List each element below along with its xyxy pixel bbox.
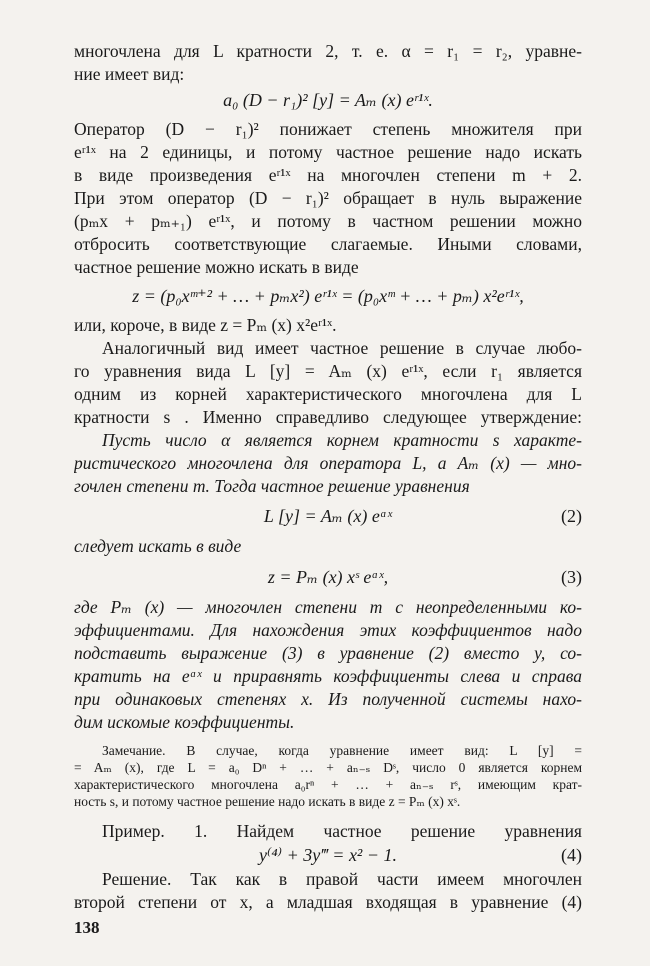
theorem-line: Пусть число α является корнем кратности s характе- bbox=[102, 430, 582, 450]
equation-3: z = Pₘ (x) xˢ eᵅˣ, bbox=[267, 567, 389, 587]
remark-line: Замечание. В случае, когда уравнение имеет вид: L [y] = bbox=[102, 743, 582, 758]
remark-line: = Aₘ (x), где L = a₀ Dⁿ + … + aₙ₋ₛ Dˢ, число 0 является корнем bbox=[74, 760, 582, 775]
theorem-line: подставить выражение (3) в уравнение (2) вместо y, со- bbox=[74, 643, 582, 663]
text-line: (pₘx + pₘ₊₁) eʳ¹ˣ, и потому в частном решении можно bbox=[74, 211, 582, 231]
theorem-line: гочлен степени m. Тогда частное решение уравнения bbox=[74, 476, 470, 496]
text-line: кратности s . Именно справедливо следующее утверждение: bbox=[74, 407, 582, 427]
solution-line: Решение. Так как в правой части имеем многочлен bbox=[102, 869, 582, 889]
equation: a₀ (D − r₁)² [y] = Aₘ (x) eʳ¹ˣ. bbox=[223, 90, 433, 110]
text-line: отбросить соответствующие слагаемые. Иными словами, bbox=[74, 234, 582, 254]
theorem-line: кратить на eᵅˣ и приравнять коэффициенты слева и справа bbox=[74, 666, 582, 686]
equation: z = (p₀xᵐ⁺² + … + pₘx²) eʳ¹ˣ = (p₀xᵐ + … + pₘ) x²eʳ¹ˣ, bbox=[132, 286, 524, 306]
text-line: многочлена для L кратности 2, т. е. α = r₁ = r₂, уравне- bbox=[74, 41, 582, 61]
text-line: При этом оператор (D − r₁)² обращает в нуль выражение bbox=[74, 188, 582, 208]
text-line: Оператор (D − r₁)² понижает степень множителя при bbox=[74, 119, 582, 139]
text-line: eʳ¹ˣ на 2 единицы, и потому частное решение надо искать bbox=[74, 142, 582, 162]
remark-line: характеристического многочлена a₀rⁿ + … + aₙ₋ₛ rˢ, имеющим крат- bbox=[74, 777, 582, 792]
theorem-line: следует искать в виде bbox=[74, 536, 242, 556]
text-line: го уравнения вида L [y] = Aₘ (x) eʳ¹ˣ, если r₁ является bbox=[74, 361, 582, 381]
solution-line: второй степени от x, а младшая входящая в уравнение (4) bbox=[74, 892, 582, 912]
equation-number-2: (2) bbox=[561, 506, 582, 526]
example-heading: Пример. 1. Найдем частное решение уравнения bbox=[102, 821, 582, 841]
theorem-line: ристического многочлена для оператора L, а Aₘ (x) — мно- bbox=[74, 453, 582, 473]
text-line: или, короче, в виде z = Pₘ (x) x²eʳ¹ˣ. bbox=[74, 315, 337, 335]
page-number: 138 bbox=[74, 918, 100, 937]
equation-number-4: (4) bbox=[561, 845, 582, 865]
theorem-line: дим искомые коэффициенты. bbox=[74, 712, 295, 732]
equation-number-3: (3) bbox=[561, 567, 582, 587]
remark-line: ность s, и потому частное решение надо искать в виде z = Pₘ (x) xˢ. bbox=[74, 794, 461, 809]
text-line: Аналогичный вид имеет частное решение в случае любо- bbox=[102, 338, 582, 358]
theorem-line: эффициентами. Для нахождения этих коэффициентов надо bbox=[74, 620, 582, 640]
text-line: ние имеет вид: bbox=[74, 64, 185, 84]
theorem-line: где Pₘ (x) — многочлен степени m с неопределенными ко- bbox=[74, 597, 582, 617]
theorem-line: при одинаковых степенях x. Из полученной системы нахо- bbox=[74, 689, 582, 709]
equation-4: y⁽⁴⁾ + 3y‴ = x² − 1. bbox=[259, 845, 397, 865]
text-line: частное решение можно искать в виде bbox=[74, 257, 359, 277]
equation-2: L [y] = Aₘ (x) eᵅˣ bbox=[263, 506, 393, 526]
text-line: в виде произведения eʳ¹ˣ на многочлен степени m + 2. bbox=[74, 165, 582, 185]
text-line: одним из корней характеристического многочлена для L bbox=[74, 384, 582, 404]
